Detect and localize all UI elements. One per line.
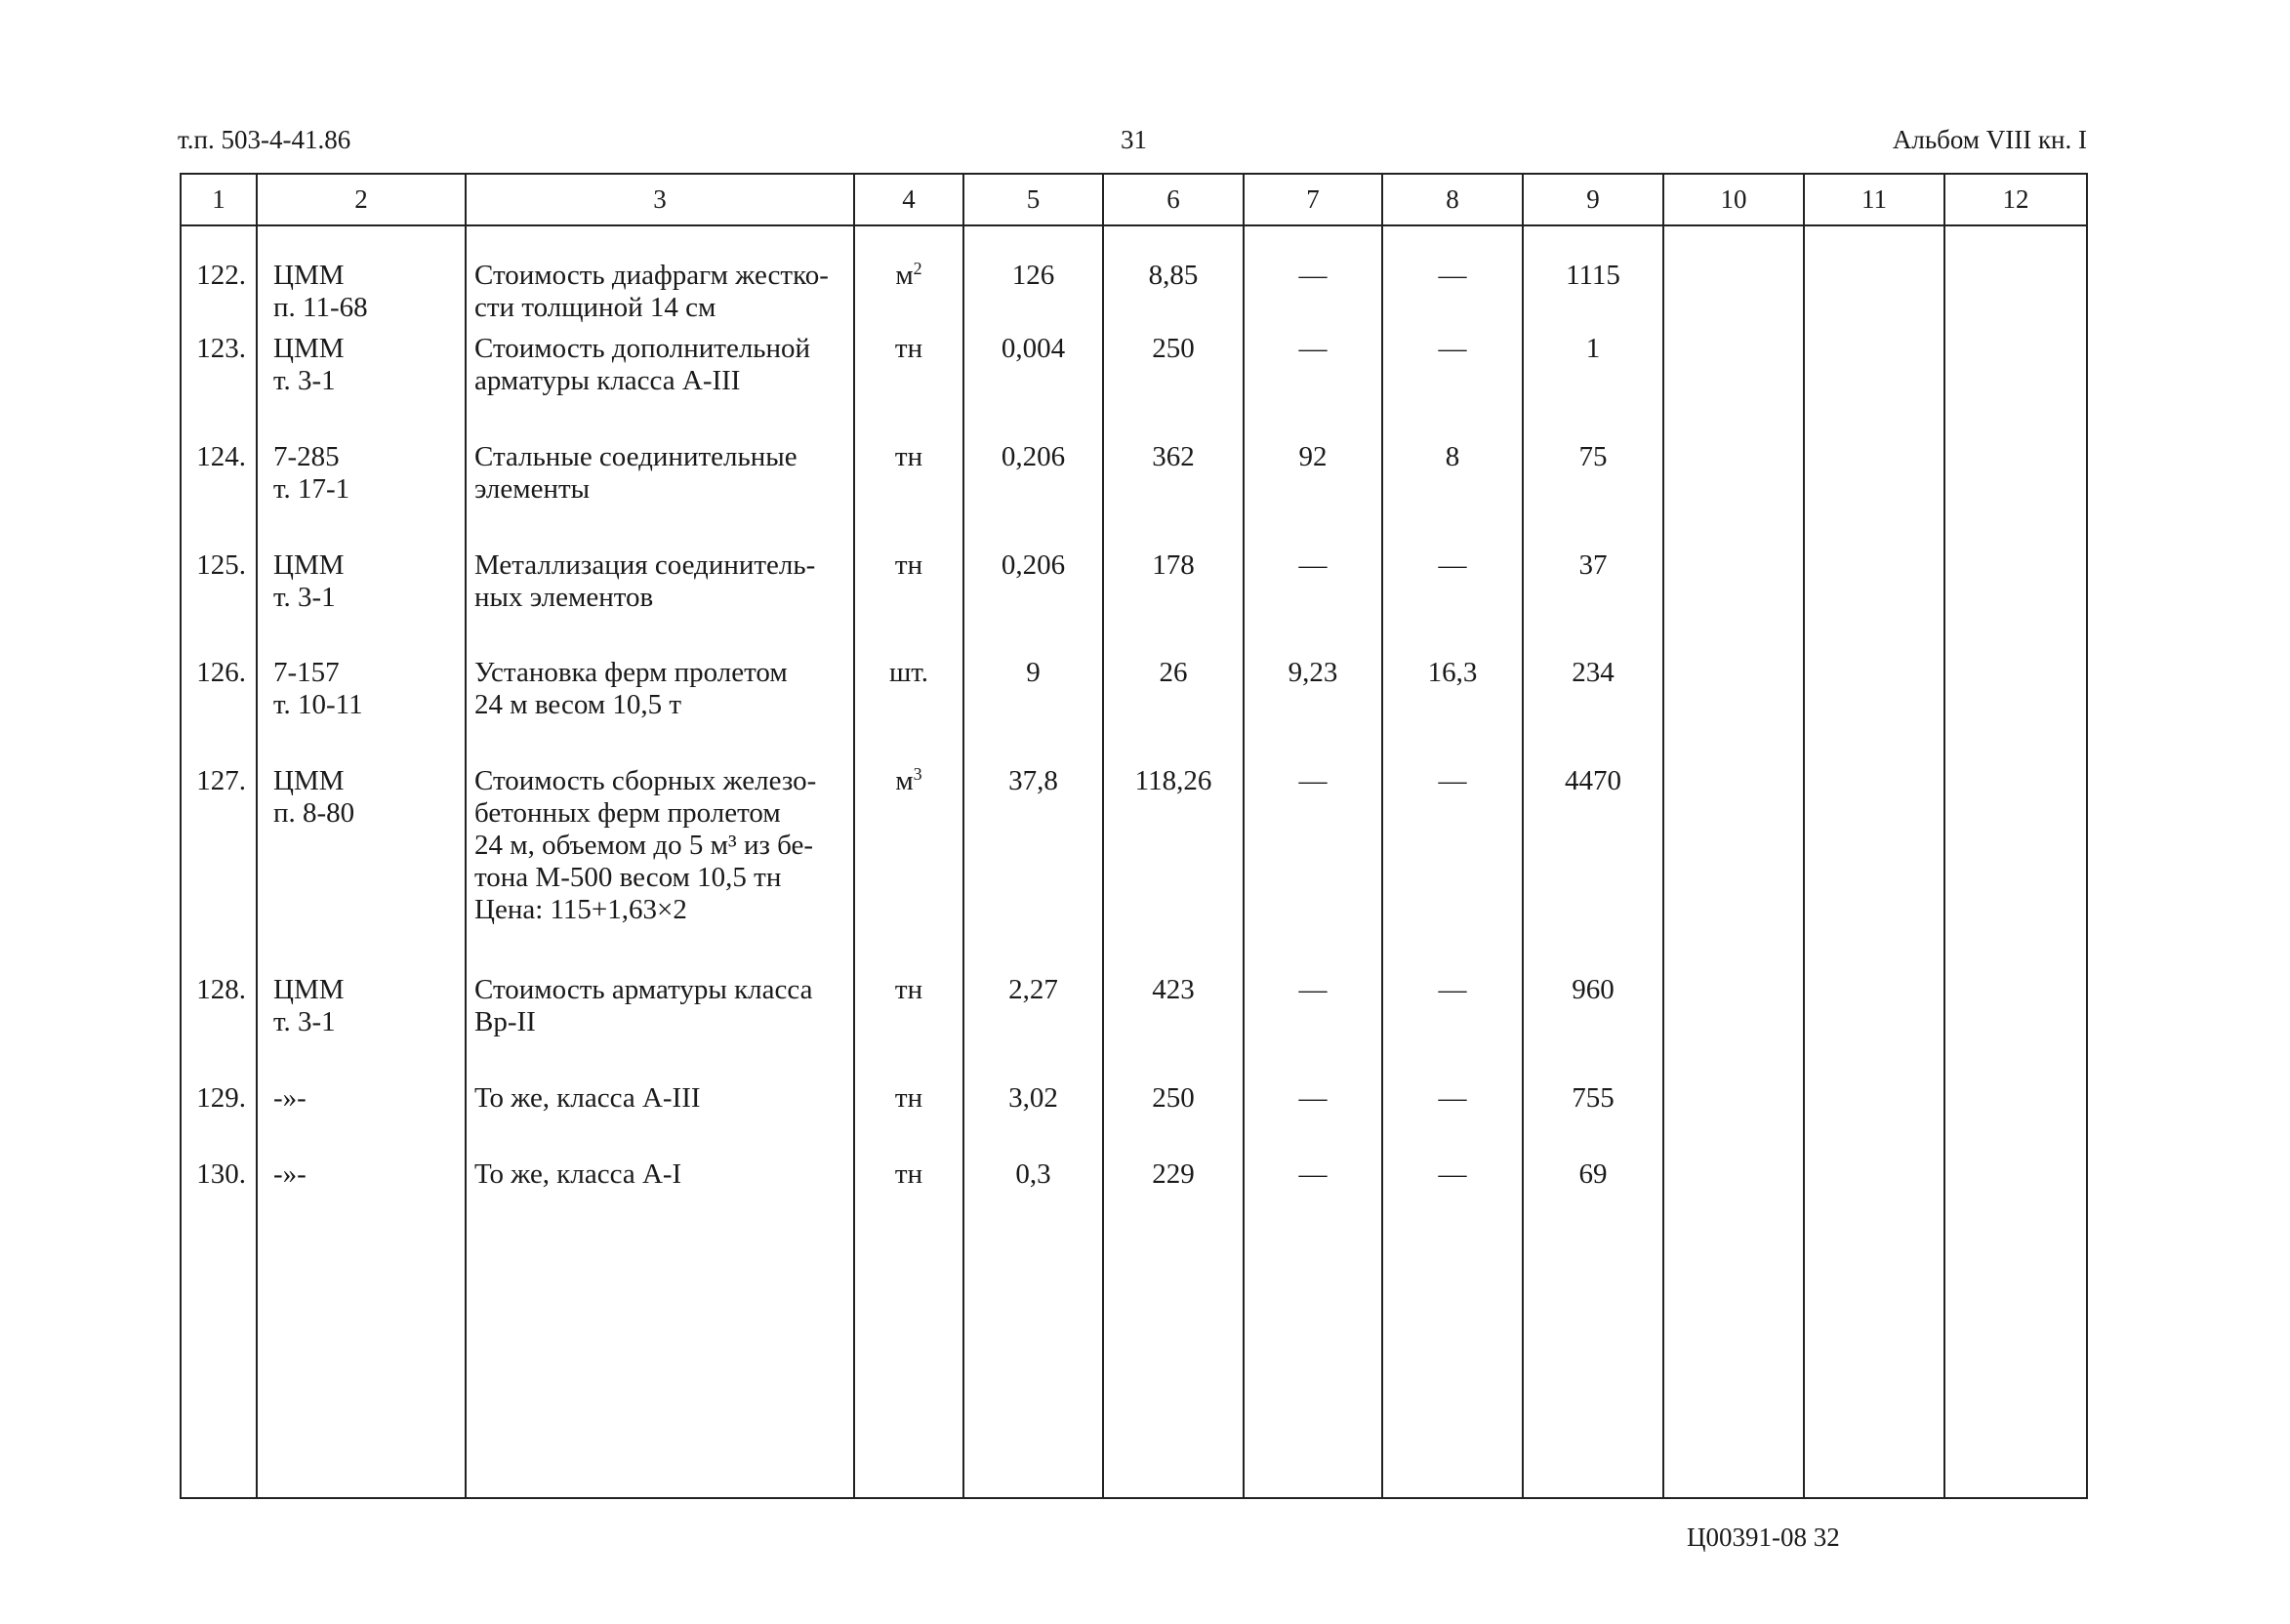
description-cell	[466, 657, 854, 765]
norm-code-line: ЦММ	[273, 549, 345, 582]
value-c6: 229	[1152, 1158, 1195, 1191]
description-cell	[466, 225, 854, 333]
unit-value: тн	[894, 1158, 923, 1191]
unit-value: м	[895, 260, 914, 291]
value-cell-c5	[963, 549, 1103, 657]
value-c5: 0,004	[1001, 333, 1066, 365]
unit-exponent: 2	[913, 259, 922, 278]
value-cell-c9	[1523, 333, 1663, 441]
empty-cell-c11	[1804, 765, 1944, 974]
description-cell	[466, 974, 854, 1082]
unit-value: тн	[894, 333, 923, 365]
value-cell-c5	[963, 1158, 1103, 1498]
empty-cell-c11	[1804, 657, 1944, 765]
unit-value: тн	[894, 549, 923, 582]
empty-cell-c12	[1944, 441, 2087, 549]
value-cell-c6	[1103, 657, 1244, 765]
row-number: 127.	[196, 765, 246, 797]
description-line: Стоимость дополнительной	[474, 333, 811, 365]
value-cell-c6	[1103, 1158, 1244, 1498]
norm-code-cell	[257, 765, 466, 974]
value-cell-c5	[963, 765, 1103, 974]
value-cell-c8	[1382, 1082, 1523, 1158]
row-number-cell	[181, 1158, 257, 1498]
table-row	[181, 1082, 2087, 1158]
norm-code-line: т. 10-11	[273, 689, 363, 721]
norm-code-line: ЦММ	[273, 765, 345, 797]
description-line: То же, класса А-I	[474, 1158, 682, 1191]
unit-exponent: 3	[913, 764, 922, 785]
column-header-4: 4	[854, 174, 963, 225]
value-c8: 16,3	[1427, 657, 1478, 689]
value-c5: 37,8	[1008, 765, 1058, 797]
description-line: 24 м, объемом до 5 м³ из бе-	[474, 830, 814, 862]
table-row	[181, 974, 2087, 1082]
row-number-cell	[181, 225, 257, 333]
unit-cell	[854, 441, 963, 549]
table-row	[181, 765, 2087, 974]
value-c5: 0,206	[1001, 549, 1066, 582]
value-c6: 250	[1152, 1082, 1195, 1115]
table-row	[181, 1158, 2087, 1498]
row-number-cell	[181, 765, 257, 974]
value-cell-c9	[1523, 225, 1663, 333]
row-number: 124.	[196, 441, 246, 473]
value-cell-c8	[1382, 657, 1523, 765]
value-cell-c7	[1244, 765, 1382, 974]
unit-cell	[854, 657, 963, 765]
value-c8: —	[1438, 260, 1467, 291]
empty-cell-c11	[1804, 225, 1944, 333]
empty-cell-c10	[1663, 1082, 1804, 1158]
description-cell	[466, 333, 854, 441]
value-cell-c6	[1103, 974, 1244, 1082]
value-c6: 250	[1152, 333, 1195, 365]
description-line: Стоимость арматуры класса	[474, 974, 813, 1006]
value-c8: —	[1438, 549, 1467, 582]
empty-cell-c11	[1804, 1158, 1944, 1498]
description-cell	[466, 441, 854, 549]
value-cell-c6	[1103, 225, 1244, 333]
value-cell-c9	[1523, 1158, 1663, 1498]
column-header-6: 6	[1103, 174, 1244, 225]
value-c6: 362	[1152, 441, 1195, 473]
empty-cell-c12	[1944, 333, 2087, 441]
row-number: 130.	[196, 1158, 246, 1191]
estimate-table	[180, 173, 2088, 1499]
empty-cell-c10	[1663, 225, 1804, 333]
description-line: бетонных ферм пролетом	[474, 797, 781, 830]
column-header-2: 2	[257, 174, 466, 225]
value-cell-c7	[1244, 974, 1382, 1082]
value-cell-c7	[1244, 657, 1382, 765]
value-cell-c5	[963, 225, 1103, 333]
value-c7: —	[1298, 1082, 1328, 1115]
value-c5: 0,3	[1015, 1158, 1051, 1191]
empty-cell-c10	[1663, 974, 1804, 1082]
table-row	[181, 549, 2087, 657]
value-c8: 8	[1445, 441, 1460, 473]
value-c6: 26	[1159, 657, 1188, 689]
table-row	[181, 333, 2087, 441]
column-header-12: 12	[1944, 174, 2087, 225]
row-number-cell	[181, 441, 257, 549]
norm-code-line: ЦММ	[273, 260, 345, 291]
unit-value: тн	[894, 441, 923, 473]
unit-cell	[854, 333, 963, 441]
row-number-cell	[181, 1082, 257, 1158]
value-cell-c9	[1523, 765, 1663, 974]
column-header-10: 10	[1663, 174, 1804, 225]
norm-code-cell	[257, 657, 466, 765]
value-cell-c6	[1103, 333, 1244, 441]
column-header-7: 7	[1244, 174, 1382, 225]
table-body	[181, 225, 2087, 1498]
value-c9: 75	[1578, 441, 1608, 473]
empty-cell-c10	[1663, 441, 1804, 549]
norm-code-cell	[257, 441, 466, 549]
value-c6: 423	[1152, 974, 1195, 1006]
description-line: Вр-II	[474, 1006, 536, 1038]
value-c9: 1115	[1566, 260, 1620, 291]
column-header-9: 9	[1523, 174, 1663, 225]
column-header-5: 5	[963, 174, 1103, 225]
value-cell-c8	[1382, 441, 1523, 549]
value-cell-c5	[963, 657, 1103, 765]
value-cell-c8	[1382, 549, 1523, 657]
empty-cell-c10	[1663, 549, 1804, 657]
norm-code-cell	[257, 1082, 466, 1158]
description-line: То же, класса А-III	[474, 1082, 701, 1115]
empty-cell-c11	[1804, 974, 1944, 1082]
norm-code-line: ЦММ	[273, 974, 345, 1006]
unit-cell	[854, 974, 963, 1082]
description-line: 24 м весом 10,5 т	[474, 689, 682, 721]
value-cell-c6	[1103, 441, 1244, 549]
unit-cell	[854, 765, 963, 974]
value-c8: —	[1438, 1082, 1467, 1115]
description-line: Цена: 115+1,63×2	[474, 894, 687, 926]
value-cell-c7	[1244, 333, 1382, 441]
value-c8: —	[1438, 765, 1467, 797]
column-header-1: 1	[181, 174, 257, 225]
value-c5: 9	[1026, 657, 1041, 689]
empty-cell-c10	[1663, 657, 1804, 765]
value-cell-c5	[963, 974, 1103, 1082]
value-c9: 4470	[1565, 765, 1621, 797]
value-cell-c7	[1244, 1158, 1382, 1498]
value-cell-c9	[1523, 549, 1663, 657]
value-c5: 0,206	[1001, 441, 1066, 473]
row-number: 122.	[196, 260, 246, 291]
row-number: 125.	[196, 549, 246, 582]
empty-cell-c11	[1804, 441, 1944, 549]
page-number: 31	[1121, 125, 1147, 154]
value-cell-c8	[1382, 1158, 1523, 1498]
value-cell-c6	[1103, 1082, 1244, 1158]
description-line: сти толщиной 14 см	[474, 292, 716, 323]
value-cell-c9	[1523, 441, 1663, 549]
empty-cell-c11	[1804, 1082, 1944, 1158]
description-line: Стоимость диафрагм жестко-	[474, 260, 829, 291]
value-cell-c5	[963, 333, 1103, 441]
description-line: Стоимость сборных железо-	[474, 765, 817, 797]
row-number: 123.	[196, 333, 246, 365]
value-cell-c5	[963, 441, 1103, 549]
value-c8: —	[1438, 333, 1467, 365]
column-header-3: 3	[466, 174, 854, 225]
value-cell-c6	[1103, 765, 1244, 974]
value-cell-c8	[1382, 333, 1523, 441]
norm-code-cell	[257, 225, 466, 333]
unit-cell	[854, 1158, 963, 1498]
unit-cell	[854, 1082, 963, 1158]
description-line: элементы	[474, 473, 591, 506]
description-cell	[466, 765, 854, 974]
value-cell-c9	[1523, 1082, 1663, 1158]
value-c7: —	[1298, 549, 1328, 582]
norm-code-line: т. 3-1	[273, 582, 336, 614]
norm-code-line: -»-	[273, 1158, 307, 1191]
unit-value: м	[895, 765, 914, 797]
description-line: арматуры класса А-III	[474, 365, 741, 397]
row-number: 128.	[196, 974, 246, 1006]
unit-value: шт.	[888, 657, 929, 689]
album-label: Альбом VIII кн. I	[1892, 125, 2087, 154]
unit-cell	[854, 225, 963, 333]
value-c7: 92	[1298, 441, 1328, 473]
norm-code-line: -»-	[273, 1082, 307, 1115]
norm-code-line: т. 3-1	[273, 365, 336, 397]
value-c5: 3,02	[1008, 1082, 1058, 1115]
description-cell	[466, 1158, 854, 1498]
norm-code-line: 7-157	[273, 657, 340, 689]
value-c7: —	[1298, 765, 1328, 797]
value-c9: 234	[1572, 657, 1615, 689]
description-cell	[466, 1082, 854, 1158]
empty-cell-c11	[1804, 549, 1944, 657]
value-cell-c8	[1382, 765, 1523, 974]
value-cell-c8	[1382, 225, 1523, 333]
description-line: Стальные соединительные	[474, 441, 797, 473]
value-cell-c7	[1244, 225, 1382, 333]
row-number: 126.	[196, 657, 246, 689]
value-cell-c7	[1244, 549, 1382, 657]
value-c9: 37	[1578, 549, 1608, 582]
value-cell-c7	[1244, 1082, 1382, 1158]
row-number-cell	[181, 549, 257, 657]
value-c6: 8,85	[1148, 260, 1199, 291]
row-number-cell	[181, 333, 257, 441]
value-c7: 9,23	[1288, 657, 1338, 689]
value-cell-c9	[1523, 974, 1663, 1082]
value-c7: —	[1298, 974, 1328, 1006]
row-number: 129.	[196, 1082, 246, 1115]
empty-cell-c10	[1663, 333, 1804, 441]
empty-cell-c12	[1944, 1158, 2087, 1498]
empty-cell-c11	[1804, 333, 1944, 441]
empty-cell-c12	[1944, 1082, 2087, 1158]
value-c5: 2,27	[1008, 974, 1058, 1006]
value-c9: 755	[1572, 1082, 1615, 1115]
value-c9: 1	[1585, 333, 1601, 365]
empty-cell-c10	[1663, 1158, 1804, 1498]
empty-cell-c10	[1663, 765, 1804, 974]
table-row	[181, 225, 2087, 333]
value-c7: —	[1298, 1158, 1328, 1191]
value-c8: —	[1438, 1158, 1467, 1191]
norm-code-cell	[257, 549, 466, 657]
value-cell-c9	[1523, 657, 1663, 765]
value-c7: —	[1298, 333, 1328, 365]
norm-code-line: ЦММ	[273, 333, 345, 365]
value-c6: 118,26	[1134, 765, 1212, 797]
empty-cell-c12	[1944, 765, 2087, 974]
column-header-8: 8	[1382, 174, 1523, 225]
value-cell-c8	[1382, 974, 1523, 1082]
column-header-row	[181, 174, 2087, 225]
empty-cell-c12	[1944, 657, 2087, 765]
norm-code-cell	[257, 333, 466, 441]
footer-code: Ц00391-08 32	[1687, 1522, 1840, 1552]
norm-code-line: т. 17-1	[273, 473, 350, 506]
description-cell	[466, 549, 854, 657]
value-c9: 69	[1578, 1158, 1608, 1191]
value-cell-c5	[963, 1082, 1103, 1158]
table-row	[181, 441, 2087, 549]
value-c6: 178	[1152, 549, 1195, 582]
value-c7: —	[1298, 260, 1328, 291]
description-line: тона М-500 весом 10,5 тн	[474, 862, 782, 894]
description-line: Установка ферм пролетом	[474, 657, 788, 689]
norm-code-cell	[257, 1158, 466, 1498]
empty-cell-c12	[1944, 974, 2087, 1082]
unit-value: тн	[894, 974, 923, 1006]
unit-value: тн	[894, 1082, 923, 1115]
value-cell-c7	[1244, 441, 1382, 549]
value-cell-c6	[1103, 549, 1244, 657]
description-line: ных элементов	[474, 582, 654, 614]
norm-code-line: п. 11-68	[273, 292, 368, 323]
description-line: Металлизация соединитель-	[474, 549, 816, 582]
value-c5: 126	[1011, 260, 1055, 291]
column-header-11: 11	[1804, 174, 1944, 225]
document-code: т.п. 503-4-41.86	[178, 125, 351, 154]
row-number-cell	[181, 657, 257, 765]
empty-cell-c12	[1944, 225, 2087, 333]
norm-code-line: т. 3-1	[273, 1006, 336, 1038]
row-number-cell	[181, 974, 257, 1082]
table-row	[181, 657, 2087, 765]
norm-code-line: п. 8-80	[273, 797, 355, 830]
value-c8: —	[1438, 974, 1467, 1006]
empty-cell-c12	[1944, 549, 2087, 657]
norm-code-line: 7-285	[273, 441, 340, 473]
unit-cell	[854, 549, 963, 657]
norm-code-cell	[257, 974, 466, 1082]
value-c9: 960	[1572, 974, 1615, 1006]
